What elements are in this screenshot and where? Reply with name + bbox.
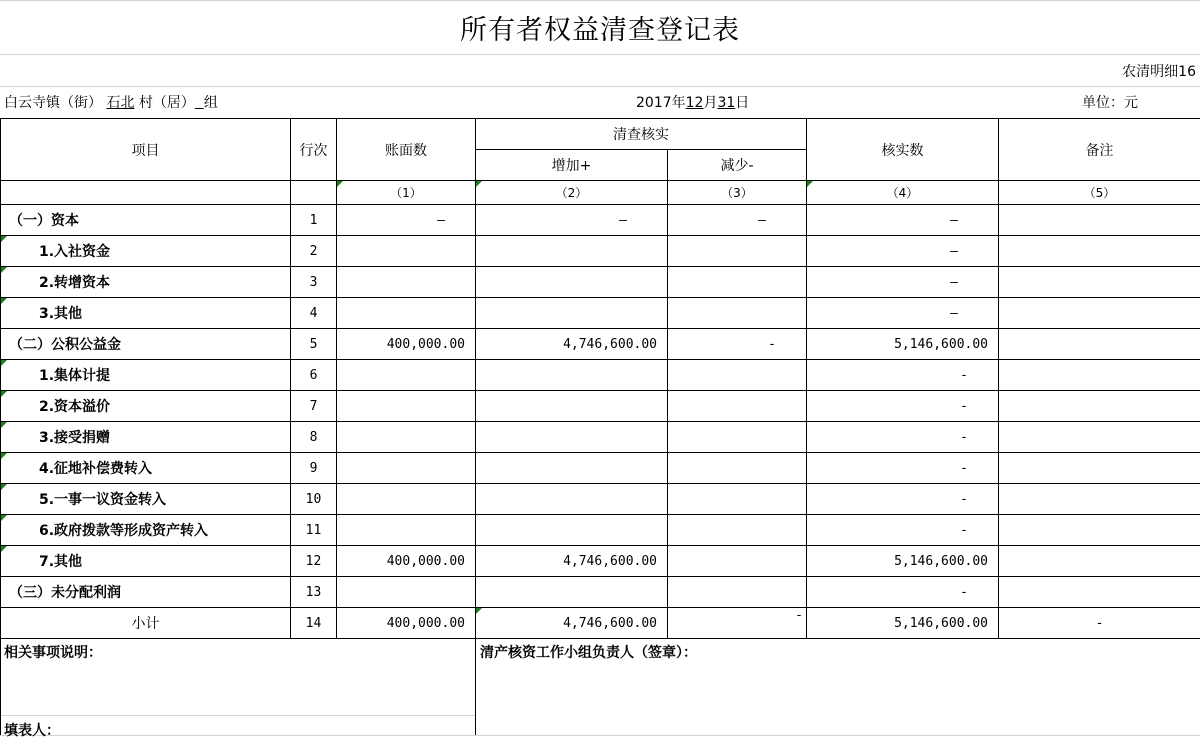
row-book <box>337 391 476 422</box>
row-remark <box>999 298 1200 329</box>
header-book: 账面数 <box>337 119 476 181</box>
notes-cell <box>1 639 476 739</box>
row-increase <box>476 236 668 267</box>
row-remark <box>999 515 1200 546</box>
row-book <box>337 484 476 515</box>
row-decrease: - <box>668 329 807 360</box>
row-book: — <box>337 205 476 236</box>
row-remark <box>999 484 1200 515</box>
row-no: 1 <box>291 205 337 236</box>
col-number-4: （4） <box>807 181 999 205</box>
row-book: 400,000.00 <box>337 608 476 639</box>
report-date <box>636 92 749 112</box>
row-decrease <box>668 298 807 329</box>
table-row <box>1 360 1200 391</box>
table-row <box>1 453 1200 484</box>
header-item: 项目 <box>1 119 291 181</box>
header-row-no: 行次 <box>291 119 337 181</box>
row-item: 7.其他 <box>1 546 291 577</box>
row-increase <box>476 453 668 484</box>
row-decrease <box>668 515 807 546</box>
row-verified: 5,146,600.00 <box>807 546 999 577</box>
row-no: 3 <box>291 267 337 298</box>
date-month-suffix: 月 <box>703 95 718 111</box>
header-decrease: 减少- <box>668 150 807 181</box>
unit-label: 单位：元 <box>1082 95 1138 111</box>
header-increase: 增加+ <box>476 150 668 181</box>
row-increase <box>476 267 668 298</box>
row-increase: 4,746,600.00 <box>476 546 668 577</box>
col-number-3: （3） <box>668 181 807 205</box>
village-name: 石北 <box>106 95 135 111</box>
row-verified: 5,146,600.00 <box>807 608 999 639</box>
row-decrease <box>668 267 807 298</box>
town-label: 白云寺镇（街） <box>4 95 102 111</box>
notes-label: 相关事项说明： <box>4 645 102 661</box>
row-decrease <box>668 391 807 422</box>
table-row <box>1 298 1200 329</box>
row-item: 1.集体计提 <box>1 360 291 391</box>
row-remark <box>999 546 1200 577</box>
col-number-1: （1） <box>337 181 476 205</box>
leader-label: 清产核资工作小组负责人（签章）： <box>480 645 697 661</box>
row-increase <box>476 391 668 422</box>
village-suffix: 村（居） <box>138 95 195 111</box>
table-row <box>1 267 1200 298</box>
row-verified: - <box>807 484 999 515</box>
row-no: 9 <box>291 453 337 484</box>
row-decrease <box>668 360 807 391</box>
table-row <box>1 391 1200 422</box>
form-code: 农清明细16 <box>1122 64 1196 80</box>
row-item: 5.一事一议资金转入 <box>1 484 291 515</box>
table-row <box>1 422 1200 453</box>
row-remark <box>999 267 1200 298</box>
table-row <box>1 205 1200 236</box>
filler-label: 填表人： <box>4 723 60 739</box>
date-year: 2017 <box>636 95 672 111</box>
row-increase <box>476 360 668 391</box>
row-book: 400,000.00 <box>337 329 476 360</box>
col-number-blank <box>1 181 291 205</box>
leader-cell <box>476 639 1200 736</box>
row-no: 5 <box>291 329 337 360</box>
row-increase: 4,746,600.00 <box>476 329 668 360</box>
row-decrease <box>668 422 807 453</box>
row-book <box>337 577 476 608</box>
row-verified: — <box>807 298 999 329</box>
row-decrease: — <box>668 205 807 236</box>
col-number-blank <box>291 181 337 205</box>
equity-table <box>0 118 1200 739</box>
row-no: 4 <box>291 298 337 329</box>
row-book <box>337 515 476 546</box>
row-no: 7 <box>291 391 337 422</box>
row-increase <box>476 577 668 608</box>
row-remark <box>999 453 1200 484</box>
table-row <box>1 577 1200 608</box>
row-increase <box>476 422 668 453</box>
row-verified: - <box>807 515 999 546</box>
row-increase <box>476 484 668 515</box>
row-item: （二）公积公益金 <box>1 329 291 360</box>
table-row <box>1 546 1200 577</box>
table-row <box>1 329 1200 360</box>
subtotal-row <box>1 608 1200 639</box>
row-increase <box>476 298 668 329</box>
date-day-suffix: 日 <box>735 95 750 111</box>
row-item: 1.入社资金 <box>1 236 291 267</box>
row-remark <box>999 422 1200 453</box>
row-decrease <box>668 236 807 267</box>
header-verified: 核实数 <box>807 119 999 181</box>
date-day: 31 <box>717 95 736 111</box>
row-decrease <box>668 453 807 484</box>
row-book <box>337 267 476 298</box>
row-decrease <box>668 484 807 515</box>
row-remark <box>999 360 1200 391</box>
row-no: 11 <box>291 515 337 546</box>
table-row <box>1 484 1200 515</box>
row-remark: - <box>999 608 1200 639</box>
table-row <box>1 515 1200 546</box>
row-verified: - <box>807 577 999 608</box>
row-verified: - <box>807 422 999 453</box>
col-number-5: （5） <box>999 181 1200 205</box>
row-no: 8 <box>291 422 337 453</box>
row-no: 10 <box>291 484 337 515</box>
row-item: 3.其他 <box>1 298 291 329</box>
row-increase: 4,746,600.00 <box>476 608 668 639</box>
row-verified: - <box>807 453 999 484</box>
row-increase <box>476 515 668 546</box>
row-decrease <box>668 577 807 608</box>
page-title: 所有者权益清查登记表 <box>460 14 740 46</box>
row-verified: — <box>807 205 999 236</box>
row-item: 小计 <box>1 608 291 639</box>
row-remark <box>999 577 1200 608</box>
row-no: 2 <box>291 236 337 267</box>
header-check: 清查核实 <box>476 119 807 150</box>
row-book <box>337 298 476 329</box>
row-no: 12 <box>291 546 337 577</box>
row-decrease: - <box>668 608 807 639</box>
row-book <box>337 453 476 484</box>
row-book <box>337 422 476 453</box>
row-remark <box>999 236 1200 267</box>
date-year-suffix: 年 <box>671 95 686 111</box>
row-item: （一）资本 <box>1 205 291 236</box>
row-no: 13 <box>291 577 337 608</box>
group-suffix: 组 <box>203 95 218 111</box>
row-verified: 5,146,600.00 <box>807 329 999 360</box>
col-number-2: （2） <box>476 181 668 205</box>
row-book: 400,000.00 <box>337 546 476 577</box>
group-blank <box>195 95 204 111</box>
row-item: （三）未分配利润 <box>1 577 291 608</box>
row-verified: - <box>807 360 999 391</box>
row-no: 6 <box>291 360 337 391</box>
row-book <box>337 236 476 267</box>
row-verified: — <box>807 236 999 267</box>
row-item: 6.政府拨款等形成资产转入 <box>1 515 291 546</box>
row-item: 3.接受捐赠 <box>1 422 291 453</box>
row-item: 4.征地补偿费转入 <box>1 453 291 484</box>
row-item: 2.转增资本 <box>1 267 291 298</box>
location-line <box>4 92 218 112</box>
row-verified: — <box>807 267 999 298</box>
table-row <box>1 236 1200 267</box>
header-remark: 备注 <box>999 119 1200 181</box>
date-month: 12 <box>685 95 704 111</box>
row-book <box>337 360 476 391</box>
row-item: 2.资本溢价 <box>1 391 291 422</box>
row-increase: — <box>476 205 668 236</box>
row-verified: - <box>807 391 999 422</box>
row-remark <box>999 205 1200 236</box>
row-remark <box>999 329 1200 360</box>
row-remark <box>999 391 1200 422</box>
row-no: 14 <box>291 608 337 639</box>
row-decrease <box>668 546 807 577</box>
